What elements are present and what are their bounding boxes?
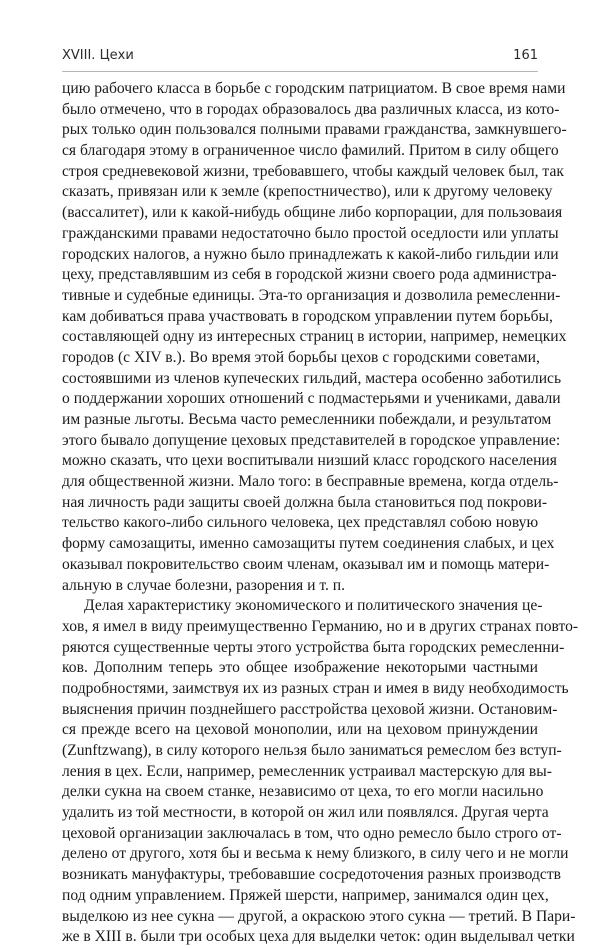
text-line: (вассалитет), или к какой-нибудь общине либо корпорации, для пользоваия: [62, 204, 563, 222]
text-line: альную в случае болезни, разорения и т. п.: [62, 576, 346, 594]
text-line: же в XIII в. были три особых цеха для выделки четок: один выделывал четки: [62, 928, 575, 946]
text-line: ся благодаря этому в ограниченное число фамилий. Притом в силу общего: [62, 142, 559, 160]
text-line: цию рабочего класса в борьбе с городским патрициатом. В свое время нами: [62, 80, 566, 97]
paragraph: [62, 596, 579, 948]
text-line: удалить из той местности, в которой он жил или появлялся. Другая черта: [62, 804, 549, 822]
text-line: выделкою из нее сукна — другой, а окраскою этого сукна — третий. В Пари-: [62, 907, 576, 925]
text-line: подробностями, заимствуя их из разных стран и имея в виду необходимость: [62, 679, 569, 697]
text-line: делено от другого, хотя бы и весьма к нему близкого, в силу чего и не могли: [62, 845, 569, 863]
text-line: тельство какого-либо сильного человека, цех представлял собою новую: [62, 514, 539, 532]
text-line: для общественной жизни. Мало того: в бесправные времена, когда отдель-: [62, 473, 559, 491]
text-line: ная личность ради защиты своей должна была становиться под покрови-: [62, 493, 548, 511]
text-line: хов, я имел в виду преимущественно Германию, но и в других странах повто-: [62, 617, 579, 635]
text-line: цеху, представлявшим из себя в городской жизни своего рода администра-: [62, 266, 557, 284]
text-line: форму самозащиты, именно самозащиты путем соединения слабых, и цех: [62, 535, 555, 553]
text-line: (Zunftzwang), в силу которого нельзя было заниматься ремеслом без вступ-: [62, 742, 562, 759]
text-line: о поддержании хороших отношений с подмастерьями и учениками, давали: [62, 390, 561, 408]
body-text: [62, 79, 579, 948]
text-line: было отмечено, что в городах образовалось два различных класса, из кото-: [62, 100, 560, 118]
text-line: состоявшими из членов купеческих гильдий, мастера особенно заботились: [62, 369, 562, 387]
text-line: составляющей одну из интересных страниц в истории, например, немецких: [62, 328, 567, 346]
text-line: им разные льготы. Весьма часто ремесленники побеждали, и результатом: [62, 411, 552, 428]
text-line: оказывал покровительство своим членам, оказывал им и помощь матери-: [62, 555, 550, 573]
text-line: рых только один пользовался полными правами гражданства, замкнувшего-: [62, 121, 567, 139]
text-line: тивные и судебные единицы. Эта-то организация и дозволила ремесленни-: [62, 286, 561, 304]
chapter-title: XVIII. Цехи: [62, 48, 134, 63]
text-line: Делая характеристику экономического и политического значения це-: [84, 597, 543, 615]
text-line: ления в цех. Если, например, ремесленник устраивал мастерскую для вы-: [62, 762, 552, 780]
text-line: ков. Дополним теперь это общее изображение некоторыми частными: [62, 659, 538, 677]
running-header: [62, 44, 538, 66]
text-line: цеховой организации заключалась в том, что одно ремесло было строго от-: [62, 824, 562, 842]
text-line: городских налогов, а нужно было принадлежать к какой-либо гильдии или: [62, 245, 559, 263]
text-line: выяснения причин позднейшего расстройства цеховой жизни. Остановим-: [62, 700, 558, 718]
text-line: ся прежде всего на цеховой монополии, или на цеховом принуждении: [62, 721, 538, 739]
text-line: кам добиваться права участвовать в городском управлении путем борьбы,: [62, 307, 553, 325]
text-line: строя средневековой жизни, требовавшего, чтобы каждый человек был, так: [62, 162, 564, 180]
page-number: 161: [513, 48, 538, 63]
text-line: городов (с XIV в.). Во время этой борьбы цехов с городскими советами,: [62, 348, 540, 366]
header-rule: [62, 71, 538, 72]
text-line: возникать мануфактуры, требовавшие сосредоточения разных производств: [62, 866, 562, 884]
paragraph: [62, 79, 567, 596]
text-line: этого бывало допущение цеховых представителей в городское управление:: [62, 431, 561, 449]
text-line: под одним управлением. Пряжей шерсти, например, занимался один цех,: [62, 886, 549, 904]
text-line: делки сукна на своем станке, независимо от цеха, то его могли насильно: [62, 783, 544, 801]
text-line: гражданскими правами недостаточно было простой оседлости или уплаты: [62, 224, 559, 242]
text-line: сказать, привязан или к земле (крепостничество), или к другому человеку: [62, 183, 553, 201]
text-line: можно сказать, что цехи воспитывали низший класс городского населения: [62, 452, 557, 470]
text-line: ряются существенные черты этого устройства быта городских ремесленни-: [62, 638, 565, 656]
